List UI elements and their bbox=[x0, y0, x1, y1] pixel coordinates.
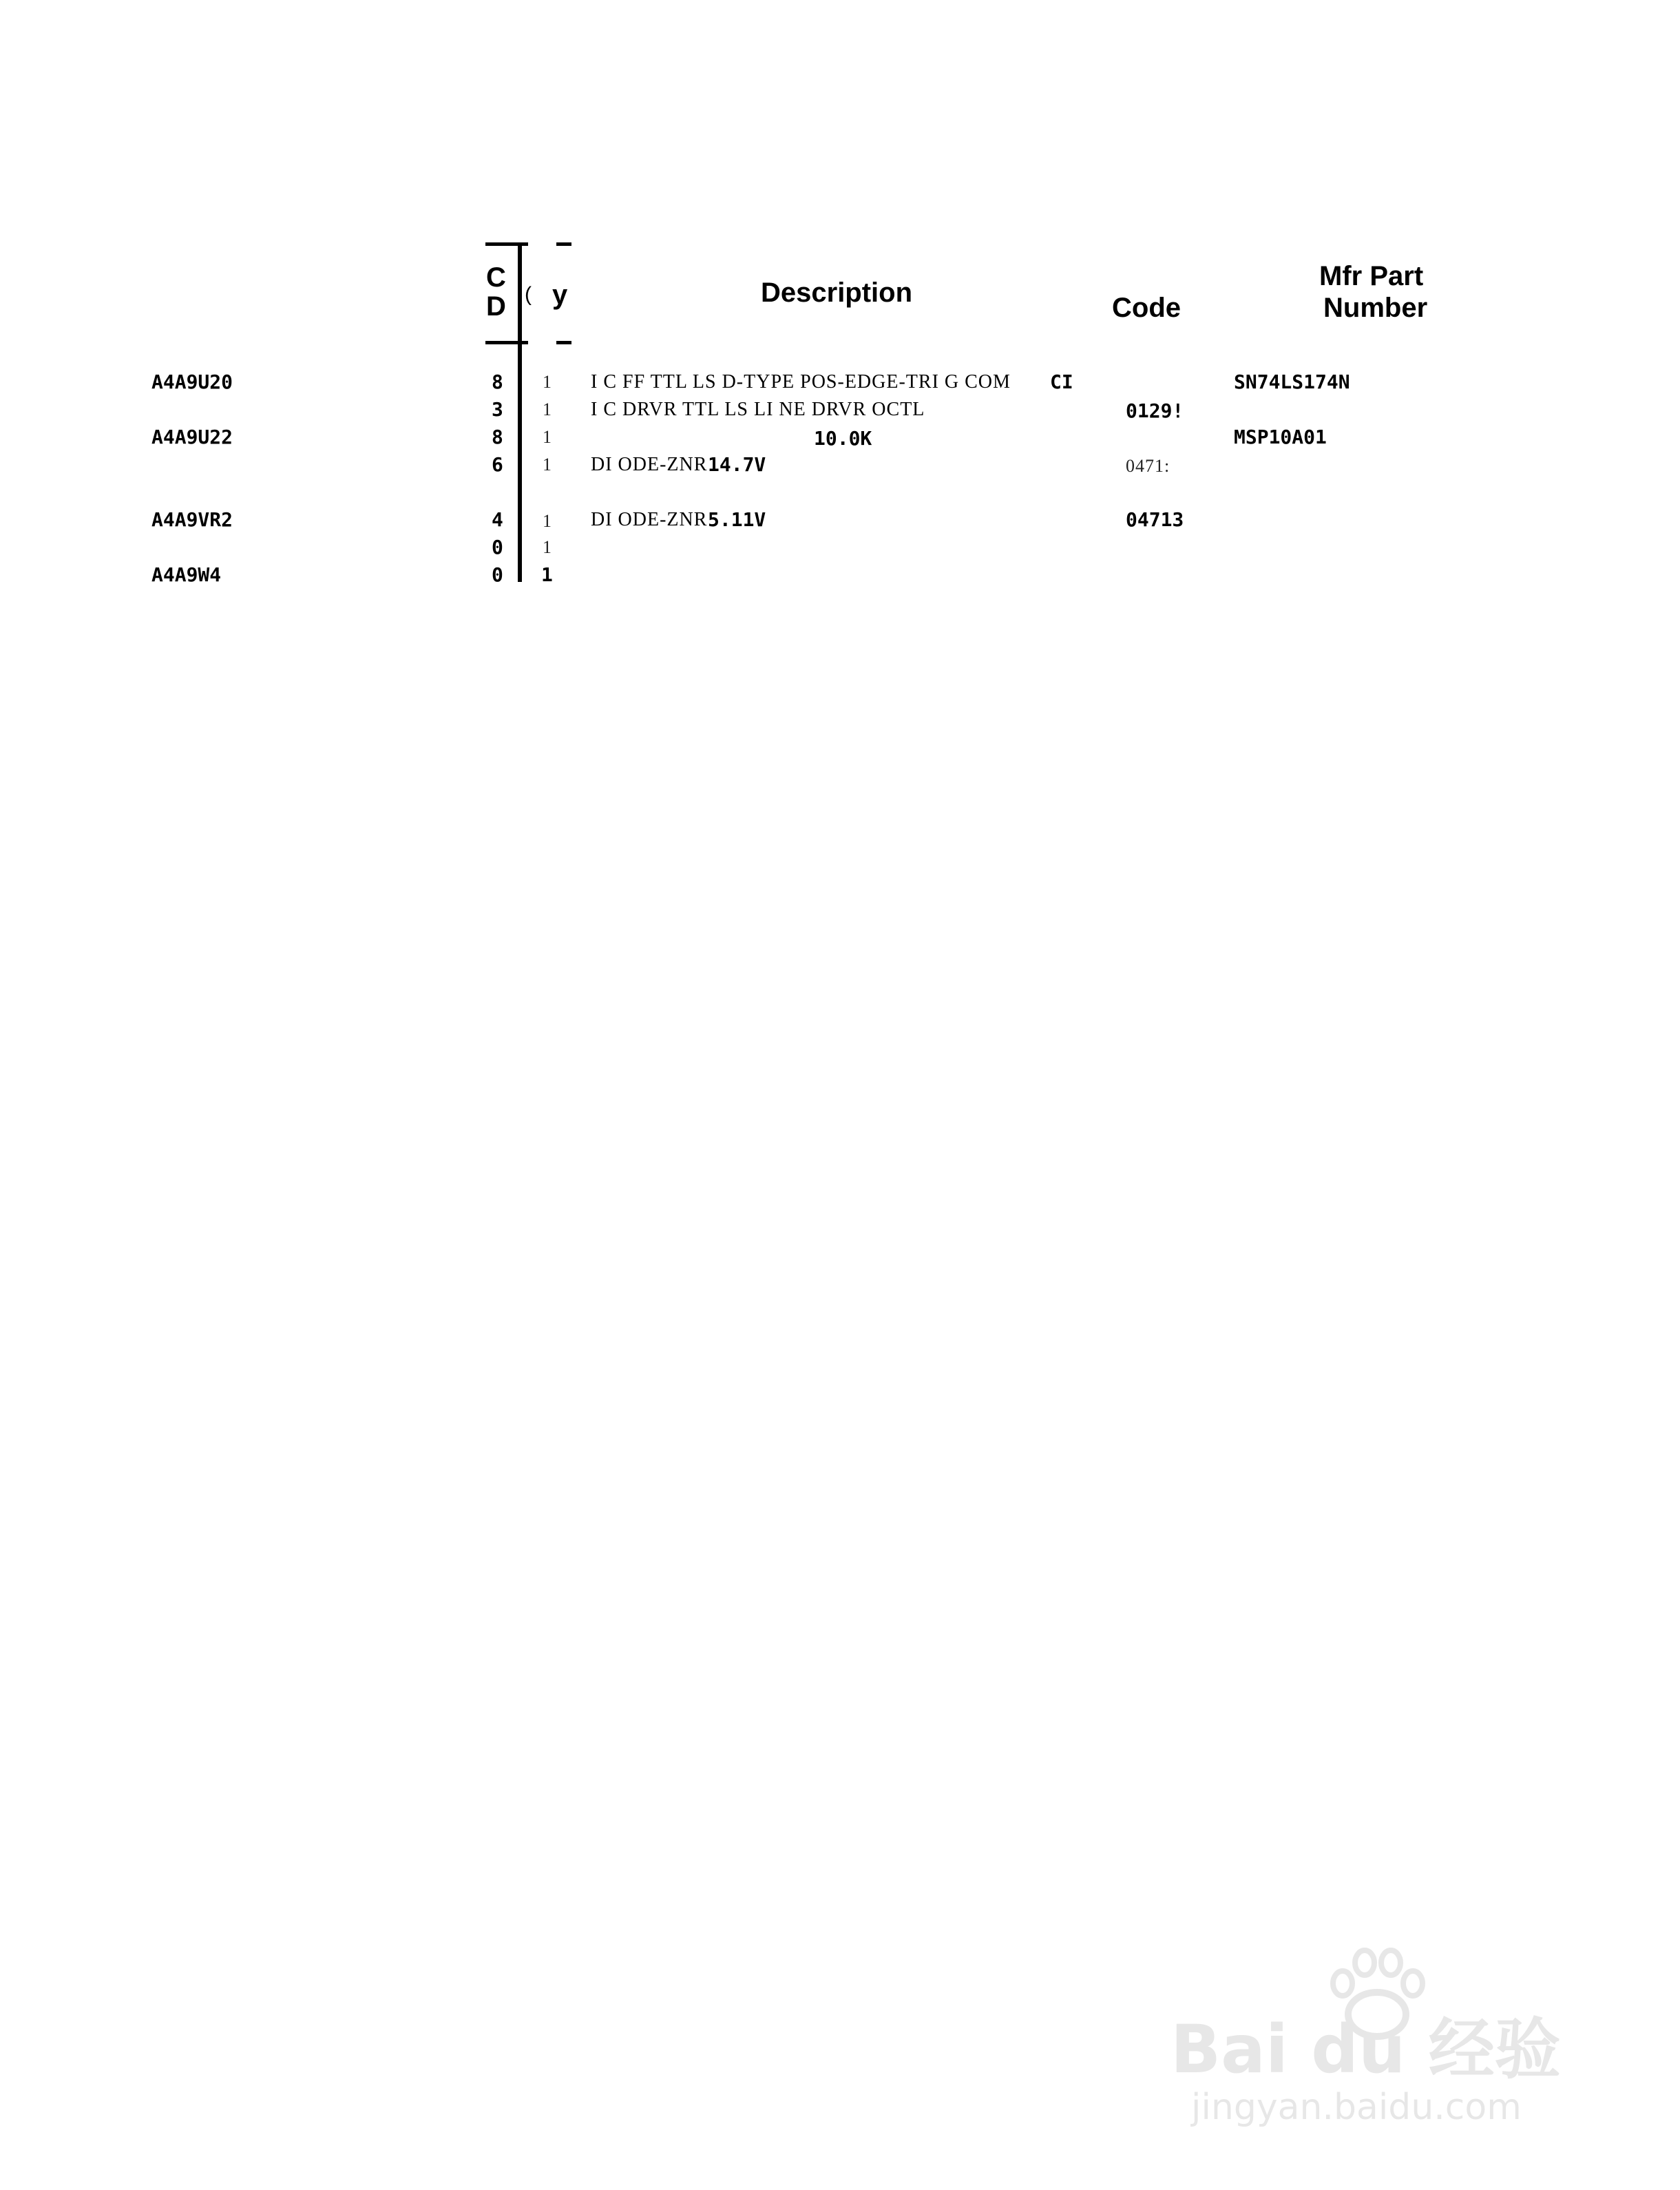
row-3-cd: 8 bbox=[492, 426, 503, 448]
row-3-qty: 1 bbox=[543, 427, 552, 447]
row-7-ref: A4A9W4 bbox=[151, 563, 222, 586]
row-2-cd: 3 bbox=[492, 398, 503, 421]
row-3-mfr: MSP10A01 bbox=[1234, 426, 1327, 448]
row-3-ref: A4A9U22 bbox=[151, 426, 233, 448]
row-7-cd: 0 bbox=[492, 563, 503, 586]
row-5-desc: DI ODE-ZNR bbox=[591, 509, 708, 530]
header-bottom-rule-right bbox=[556, 341, 571, 344]
header-top-rule-right bbox=[556, 242, 571, 246]
row-5-desc-tail: 5.11V bbox=[708, 508, 766, 531]
watermark-url: jingyan.baidu.com bbox=[1191, 2087, 1522, 2128]
row-4-cd: 6 bbox=[492, 453, 503, 476]
row-5-ref: A4A9VR2 bbox=[151, 508, 233, 531]
header-mfr-part-line1: Mfr Part bbox=[1319, 261, 1424, 291]
row-3-desc-tail: 10.0K bbox=[814, 427, 872, 450]
cd-qty-divider bbox=[518, 244, 522, 582]
row-4-code: 0471: bbox=[1126, 456, 1170, 476]
row-2-desc: I C DRVR TTL LS LI NE DRVR OCTL bbox=[591, 399, 925, 420]
header-mfr-part-line2: Number bbox=[1323, 293, 1428, 323]
row-5-cd: 4 bbox=[492, 508, 503, 531]
row-4-desc-tail: 14.7V bbox=[708, 453, 766, 476]
row-1-desc: I C FF TTL LS D-TYPE POS-EDGE-TRI G COM bbox=[591, 371, 1011, 393]
header-cd-bottom: D bbox=[486, 291, 506, 322]
row-5-code: 04713 bbox=[1126, 508, 1184, 531]
header-bottom-rule bbox=[485, 341, 528, 344]
watermark-logo: Bai du 经验 bbox=[1170, 2011, 1561, 2088]
header-code: Code bbox=[1112, 293, 1181, 323]
header-top-rule bbox=[485, 242, 528, 246]
row-7-qty: 1 bbox=[541, 563, 553, 586]
header-description: Description bbox=[761, 278, 913, 308]
row-6-cd: 0 bbox=[492, 536, 503, 559]
header-qty-label: y bbox=[552, 280, 568, 310]
row-2-code: 0129! bbox=[1126, 399, 1184, 422]
row-1-desc-tail: CI bbox=[1050, 371, 1073, 393]
header-qty-symbol: ( bbox=[525, 283, 532, 306]
row-1-cd: 8 bbox=[492, 371, 503, 393]
row-4-qty: 1 bbox=[543, 455, 552, 474]
row-5-qty: 1 bbox=[543, 511, 552, 531]
baidu-watermark bbox=[1170, 1942, 1611, 2149]
row-2-qty: 1 bbox=[543, 399, 552, 419]
header-cd-top: C bbox=[486, 262, 506, 293]
row-4-desc: DI ODE-ZNR bbox=[591, 454, 708, 475]
row-1-ref: A4A9U20 bbox=[151, 371, 233, 393]
row-1-qty: 1 bbox=[543, 372, 552, 392]
row-1-mfr: SN74LS174N bbox=[1234, 371, 1350, 393]
row-6-qty: 1 bbox=[543, 537, 552, 557]
